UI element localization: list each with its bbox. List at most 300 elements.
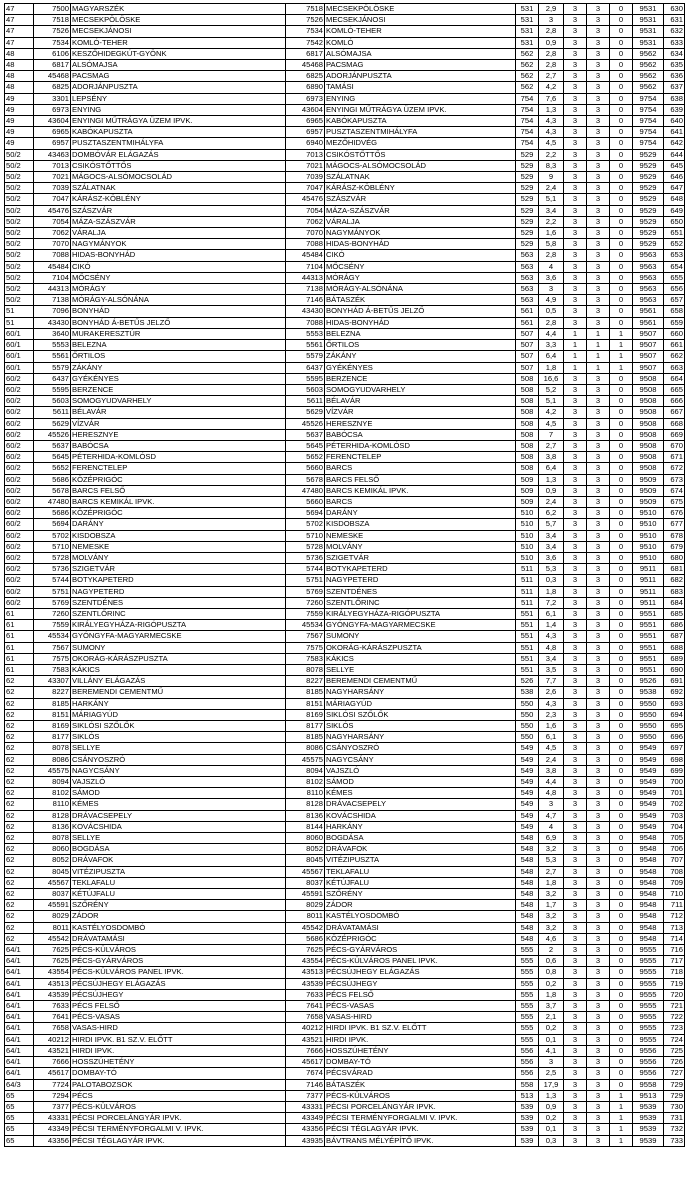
- line-number-cell: 62: [5, 844, 34, 855]
- line-number-cell: 60/2: [5, 474, 34, 485]
- row-number-cell: 725: [664, 1045, 685, 1056]
- row-number-cell: 685: [664, 608, 685, 619]
- line-number-cell: 62: [5, 933, 34, 944]
- col-c-cell: 0: [610, 1057, 633, 1068]
- col-a-cell: 3: [564, 138, 587, 149]
- line-number-cell: 47: [5, 4, 34, 15]
- start-station-code-cell: 43539: [34, 989, 71, 1000]
- section-code-cell: 529: [516, 239, 539, 250]
- table-row: [5, 821, 685, 832]
- col-a-cell: 3: [564, 384, 587, 395]
- col-b-cell: 3: [587, 1057, 610, 1068]
- line-number-cell: 62: [5, 877, 34, 888]
- col-c-cell: 0: [610, 306, 633, 317]
- section-code-cell: 529: [516, 228, 539, 239]
- table-row: [5, 440, 685, 451]
- line-number-cell: 49: [5, 93, 34, 104]
- line-number-cell: 61: [5, 631, 34, 642]
- section-code-cell: 548: [516, 922, 539, 933]
- section-code-cell: 508: [516, 418, 539, 429]
- section-code-cell: 754: [516, 127, 539, 138]
- table-row: [5, 664, 685, 675]
- start-station-code-cell: 7641: [34, 1012, 71, 1023]
- line-number-cell: 64/1: [5, 1068, 34, 1079]
- end-station-code-cell: 7104: [286, 261, 325, 272]
- table-row: [5, 272, 685, 283]
- start-station-code-cell: 7724: [34, 1079, 71, 1090]
- col-c-cell: 0: [610, 452, 633, 463]
- table-row: [5, 799, 685, 810]
- start-station-name-cell: HERESZNYE: [71, 429, 286, 440]
- col-b-cell: 3: [587, 239, 610, 250]
- section-id-cell: 9548: [633, 866, 664, 877]
- length-km-cell: 4: [539, 261, 564, 272]
- start-station-code-cell: 8094: [34, 777, 71, 788]
- section-id-cell: 9551: [633, 653, 664, 664]
- start-station-code-cell: 8185: [34, 698, 71, 709]
- col-a-cell: 3: [564, 687, 587, 698]
- start-station-code-cell: 8029: [34, 911, 71, 922]
- start-station-name-cell: ENYING: [71, 104, 286, 115]
- section-id-cell: 9556: [633, 1057, 664, 1068]
- col-c-cell: 1: [610, 340, 633, 351]
- line-number-cell: 60/2: [5, 440, 34, 451]
- length-km-cell: 9: [539, 172, 564, 183]
- col-a-cell: 3: [564, 911, 587, 922]
- col-a-cell: 3: [564, 1124, 587, 1135]
- col-c-cell: 0: [610, 138, 633, 149]
- section-code-cell: 754: [516, 116, 539, 127]
- start-station-name-cell: SZENTDÉNES: [71, 597, 286, 608]
- col-b-cell: 3: [587, 418, 610, 429]
- end-station-code-cell: 8078: [286, 664, 325, 675]
- length-km-cell: 2,4: [539, 183, 564, 194]
- end-station-code-cell: 6957: [286, 127, 325, 138]
- row-number-cell: 677: [664, 519, 685, 530]
- col-b-cell: 3: [587, 743, 610, 754]
- length-km-cell: 3,2: [539, 911, 564, 922]
- section-code-cell: 529: [516, 160, 539, 171]
- start-station-code-cell: 8052: [34, 855, 71, 866]
- col-b-cell: 3: [587, 933, 610, 944]
- col-a-cell: 3: [564, 261, 587, 272]
- col-c-cell: 0: [610, 440, 633, 451]
- start-station-name-cell: PÉCS-KÜLVÁROS PANEL IPVK.: [71, 967, 286, 978]
- col-b-cell: 3: [587, 261, 610, 272]
- col-c-cell: 0: [610, 317, 633, 328]
- col-b-cell: 3: [587, 26, 610, 37]
- col-a-cell: 3: [564, 71, 587, 82]
- col-b-cell: 3: [587, 855, 610, 866]
- section-id-cell: 9562: [633, 82, 664, 93]
- start-station-name-cell: TEKLAFALU: [71, 877, 286, 888]
- row-number-cell: 630: [664, 4, 685, 15]
- col-a-cell: 3: [564, 933, 587, 944]
- start-station-name-cell: DOMBAY-TÓ: [71, 1068, 286, 1079]
- row-number-cell: 670: [664, 440, 685, 451]
- col-a-cell: 3: [564, 1012, 587, 1023]
- length-km-cell: 4,8: [539, 642, 564, 653]
- row-number-cell: 687: [664, 631, 685, 642]
- section-id-cell: 9509: [633, 485, 664, 496]
- length-km-cell: 3,3: [539, 340, 564, 351]
- length-km-cell: 2,8: [539, 317, 564, 328]
- start-station-code-cell: 5603: [34, 396, 71, 407]
- section-id-cell: 9508: [633, 418, 664, 429]
- end-station-name-cell: ZÁKÁNY: [325, 351, 516, 362]
- row-number-cell: 727: [664, 1068, 685, 1079]
- end-station-code-cell: 5611: [286, 396, 325, 407]
- section-code-cell: 549: [516, 777, 539, 788]
- length-km-cell: 3: [539, 1057, 564, 1068]
- end-station-name-cell: MOLVÁNY: [325, 541, 516, 552]
- row-number-cell: 707: [664, 855, 685, 866]
- col-b-cell: 3: [587, 721, 610, 732]
- end-station-code-cell: 5769: [286, 586, 325, 597]
- railway-section-table: [4, 3, 685, 1147]
- line-number-cell: 62: [5, 743, 34, 754]
- section-code-cell: 510: [516, 541, 539, 552]
- table-row: [5, 732, 685, 743]
- table-row: [5, 362, 685, 373]
- col-b-cell: 3: [587, 1090, 610, 1101]
- section-code-cell: 548: [516, 911, 539, 922]
- start-station-code-cell: 7054: [34, 216, 71, 227]
- length-km-cell: 4,3: [539, 127, 564, 138]
- line-number-cell: 60/1: [5, 351, 34, 362]
- section-code-cell: 531: [516, 37, 539, 48]
- col-b-cell: 3: [587, 541, 610, 552]
- start-station-code-cell: 7013: [34, 160, 71, 171]
- end-station-name-cell: TAMÁSI: [325, 82, 516, 93]
- row-number-cell: 701: [664, 788, 685, 799]
- row-number-cell: 717: [664, 956, 685, 967]
- col-b-cell: 3: [587, 93, 610, 104]
- col-a-cell: 1: [564, 351, 587, 362]
- col-a-cell: 3: [564, 1135, 587, 1146]
- section-code-cell: 508: [516, 429, 539, 440]
- col-c-cell: 0: [610, 586, 633, 597]
- start-station-name-cell: HIRDI IPVK. B1 SZ.V. ELŐTT: [71, 1034, 286, 1045]
- end-station-code-cell: 8045: [286, 855, 325, 866]
- col-a-cell: 3: [564, 1079, 587, 1090]
- end-station-code-cell: 43554: [286, 956, 325, 967]
- section-code-cell: 508: [516, 463, 539, 474]
- section-id-cell: 9551: [633, 608, 664, 619]
- end-station-code-cell: 7021: [286, 160, 325, 171]
- length-km-cell: 2,3: [539, 709, 564, 720]
- section-code-cell: 549: [516, 821, 539, 832]
- section-id-cell: 9508: [633, 396, 664, 407]
- col-b-cell: 3: [587, 709, 610, 720]
- line-number-cell: 61: [5, 664, 34, 675]
- end-station-code-cell: 43356: [286, 1124, 325, 1135]
- col-a-cell: 3: [564, 575, 587, 586]
- section-id-cell: 9529: [633, 239, 664, 250]
- length-km-cell: 0,9: [539, 485, 564, 496]
- section-code-cell: 556: [516, 1045, 539, 1056]
- section-id-cell: 9508: [633, 407, 664, 418]
- end-station-code-cell: 45526: [286, 418, 325, 429]
- end-station-name-cell: GYÓNGYFA-MAGYARMECSKE: [325, 620, 516, 631]
- end-station-code-cell: 45476: [286, 194, 325, 205]
- row-number-cell: 651: [664, 228, 685, 239]
- section-id-cell: 9555: [633, 1001, 664, 1012]
- start-station-name-cell: MÓRÁGY-ALSÓNÁNA: [71, 295, 286, 306]
- line-number-cell: 65: [5, 1124, 34, 1135]
- col-a-cell: 3: [564, 866, 587, 877]
- line-number-cell: 50/2: [5, 205, 34, 216]
- start-station-code-cell: 8078: [34, 743, 71, 754]
- col-a-cell: 3: [564, 732, 587, 743]
- end-station-code-cell: 7146: [286, 295, 325, 306]
- start-station-name-cell: ALSÓMAJSA: [71, 60, 286, 71]
- table-row: [5, 788, 685, 799]
- end-station-name-cell: SUMONY: [325, 631, 516, 642]
- col-a-cell: 3: [564, 889, 587, 900]
- col-b-cell: 3: [587, 250, 610, 261]
- section-id-cell: 9526: [633, 676, 664, 687]
- section-id-cell: 9508: [633, 373, 664, 384]
- col-b-cell: 3: [587, 653, 610, 664]
- col-b-cell: 3: [587, 183, 610, 194]
- col-b-cell: 3: [587, 116, 610, 127]
- start-station-name-cell: NAGYPETERD: [71, 586, 286, 597]
- row-number-cell: 644: [664, 149, 685, 160]
- line-number-cell: 48: [5, 71, 34, 82]
- length-km-cell: 0,1: [539, 1124, 564, 1135]
- col-a-cell: 3: [564, 306, 587, 317]
- section-id-cell: 9555: [633, 978, 664, 989]
- line-number-cell: 64/1: [5, 1012, 34, 1023]
- end-station-name-cell: PÉCS-KÜLVÁROS PANEL IPVK.: [325, 956, 516, 967]
- table-row: [5, 721, 685, 732]
- start-station-code-cell: 5694: [34, 519, 71, 530]
- length-km-cell: 3,2: [539, 889, 564, 900]
- start-station-code-cell: 7047: [34, 194, 71, 205]
- start-station-name-cell: PÉCS: [71, 1090, 286, 1101]
- line-number-cell: 49: [5, 138, 34, 149]
- end-station-name-cell: HIRDI IPVK. B1 SZ.V. ELŐTT: [325, 1023, 516, 1034]
- section-id-cell: 9531: [633, 4, 664, 15]
- table-row: [5, 889, 685, 900]
- length-km-cell: 3,6: [539, 272, 564, 283]
- section-id-cell: 9548: [633, 877, 664, 888]
- row-number-cell: 639: [664, 104, 685, 115]
- start-station-code-cell: 5595: [34, 384, 71, 395]
- col-b-cell: 3: [587, 922, 610, 933]
- col-b-cell: 3: [587, 564, 610, 575]
- col-c-cell: 0: [610, 597, 633, 608]
- col-b-cell: 3: [587, 642, 610, 653]
- section-code-cell: 507: [516, 351, 539, 362]
- row-number-cell: 653: [664, 250, 685, 261]
- table-row: [5, 127, 685, 138]
- col-a-cell: 3: [564, 631, 587, 642]
- start-station-code-cell: 7104: [34, 272, 71, 283]
- end-station-name-cell: KÁKICS: [325, 653, 516, 664]
- col-c-cell: 0: [610, 687, 633, 698]
- start-station-name-cell: ZÁKÁNY: [71, 362, 286, 373]
- section-id-cell: 9539: [633, 1124, 664, 1135]
- section-code-cell: 563: [516, 272, 539, 283]
- start-station-code-cell: 7088: [34, 250, 71, 261]
- line-number-cell: 64/1: [5, 1045, 34, 1056]
- line-number-cell: 50/2: [5, 272, 34, 283]
- end-station-name-cell: KASTÉLYOSDOMBÓ: [325, 911, 516, 922]
- col-b-cell: 3: [587, 911, 610, 922]
- end-station-name-cell: CIKÓ: [325, 250, 516, 261]
- end-station-code-cell: 5678: [286, 474, 325, 485]
- section-id-cell: 9507: [633, 351, 664, 362]
- start-station-name-cell: MÁRIAGYÚD: [71, 709, 286, 720]
- table-row: [5, 1079, 685, 1090]
- end-station-name-cell: MECSEKPÖLÖSKE: [325, 4, 516, 15]
- section-code-cell: 529: [516, 194, 539, 205]
- start-station-code-cell: 7625: [34, 956, 71, 967]
- col-a-cell: 3: [564, 452, 587, 463]
- start-station-name-cell: CIKÓ: [71, 261, 286, 272]
- section-id-cell: 9508: [633, 463, 664, 474]
- table-row: [5, 71, 685, 82]
- table-row: [5, 575, 685, 586]
- row-number-cell: 633: [664, 37, 685, 48]
- start-station-code-cell: 7096: [34, 306, 71, 317]
- end-station-name-cell: KOMLÓ-TEHER: [325, 26, 516, 37]
- row-number-cell: 655: [664, 272, 685, 283]
- start-station-name-cell: VAJSZLÓ: [71, 777, 286, 788]
- section-code-cell: 548: [516, 844, 539, 855]
- col-b-cell: 3: [587, 945, 610, 956]
- section-code-cell: 548: [516, 866, 539, 877]
- col-b-cell: 3: [587, 384, 610, 395]
- col-b-cell: 3: [587, 496, 610, 507]
- table-row: [5, 261, 685, 272]
- end-station-code-cell: 45468: [286, 60, 325, 71]
- col-c-cell: 0: [610, 1045, 633, 1056]
- section-id-cell: 9507: [633, 328, 664, 339]
- length-km-cell: 0,2: [539, 1113, 564, 1124]
- col-b-cell: 3: [587, 821, 610, 832]
- end-station-code-cell: 8185: [286, 732, 325, 743]
- section-code-cell: 551: [516, 631, 539, 642]
- col-c-cell: 0: [610, 463, 633, 474]
- end-station-name-cell: PÉCS-GYÁRVÁROS: [325, 945, 516, 956]
- section-code-cell: 551: [516, 608, 539, 619]
- section-id-cell: 9555: [633, 1012, 664, 1023]
- end-station-code-cell: 7518: [286, 4, 325, 15]
- col-a-cell: 3: [564, 1113, 587, 1124]
- start-station-name-cell: KÁRÁSZ-KÖBLÉNY: [71, 194, 286, 205]
- start-station-code-cell: 5702: [34, 530, 71, 541]
- end-station-code-cell: 8037: [286, 877, 325, 888]
- col-c-cell: 0: [610, 93, 633, 104]
- end-station-code-cell: 5629: [286, 407, 325, 418]
- length-km-cell: 3: [539, 284, 564, 295]
- col-a-cell: 3: [564, 284, 587, 295]
- start-station-name-cell: PÉCSI PORCELÁNGYÁR IPVK.: [71, 1113, 286, 1124]
- col-c-cell: 0: [610, 149, 633, 160]
- start-station-name-cell: ADORJÁNPUSZTA: [71, 82, 286, 93]
- col-c-cell: 0: [610, 788, 633, 799]
- col-b-cell: 3: [587, 732, 610, 743]
- col-a-cell: 3: [564, 26, 587, 37]
- col-a-cell: 1: [564, 328, 587, 339]
- section-code-cell: 511: [516, 586, 539, 597]
- col-c-cell: 0: [610, 922, 633, 933]
- table-row: [5, 945, 685, 956]
- start-station-name-cell: MURAKERESZTÚR: [71, 328, 286, 339]
- line-number-cell: 62: [5, 922, 34, 933]
- line-number-cell: 60/2: [5, 463, 34, 474]
- start-station-code-cell: 7070: [34, 239, 71, 250]
- length-km-cell: 4,5: [539, 743, 564, 754]
- col-c-cell: 0: [610, 250, 633, 261]
- end-station-code-cell: 8136: [286, 810, 325, 821]
- section-code-cell: 508: [516, 452, 539, 463]
- length-km-cell: 7,2: [539, 597, 564, 608]
- end-station-name-cell: KOMLÓ: [325, 37, 516, 48]
- row-number-cell: 667: [664, 407, 685, 418]
- length-km-cell: 0,1: [539, 1034, 564, 1045]
- col-b-cell: 3: [587, 452, 610, 463]
- table-row: [5, 216, 685, 227]
- section-id-cell: 9548: [633, 922, 664, 933]
- section-code-cell: 563: [516, 295, 539, 306]
- start-station-code-cell: 45617: [34, 1068, 71, 1079]
- row-number-cell: 656: [664, 284, 685, 295]
- col-a-cell: 3: [564, 788, 587, 799]
- section-code-cell: 548: [516, 933, 539, 944]
- table-row: [5, 866, 685, 877]
- start-station-code-cell: 5686: [34, 508, 71, 519]
- start-station-name-cell: NAGYMÁNYOK: [71, 239, 286, 250]
- section-code-cell: 548: [516, 889, 539, 900]
- section-code-cell: 555: [516, 1012, 539, 1023]
- col-c-cell: 1: [610, 1113, 633, 1124]
- table-row: [5, 407, 685, 418]
- length-km-cell: 3,2: [539, 844, 564, 855]
- col-c-cell: 0: [610, 384, 633, 395]
- end-station-name-cell: MECSEKJÁNOSI: [325, 15, 516, 26]
- end-station-name-cell: TEKLAFALU: [325, 866, 516, 877]
- start-station-name-cell: BOGDÁSA: [71, 844, 286, 855]
- start-station-code-cell: 7633: [34, 1001, 71, 1012]
- section-id-cell: 9555: [633, 1023, 664, 1034]
- table-row: [5, 104, 685, 115]
- length-km-cell: 1,4: [539, 620, 564, 631]
- end-station-name-cell: BEREMENDI CEMENTMŰ: [325, 676, 516, 687]
- line-number-cell: 50/2: [5, 194, 34, 205]
- start-station-name-cell: KÁKICS: [71, 664, 286, 675]
- start-station-name-cell: BABÓCSA: [71, 440, 286, 451]
- end-station-name-cell: BELEZNA: [325, 328, 516, 339]
- section-id-cell: 9754: [633, 127, 664, 138]
- start-station-code-cell: 45575: [34, 765, 71, 776]
- table-row: [5, 844, 685, 855]
- section-code-cell: 511: [516, 564, 539, 575]
- section-code-cell: 507: [516, 362, 539, 373]
- section-id-cell: 9548: [633, 933, 664, 944]
- start-station-name-cell: PUSZTASZENTMIHÁLYFA: [71, 138, 286, 149]
- table-row: [5, 754, 685, 765]
- row-number-cell: 704: [664, 821, 685, 832]
- length-km-cell: 2,2: [539, 149, 564, 160]
- table-row: [5, 1012, 685, 1023]
- line-number-cell: 61: [5, 608, 34, 619]
- table-row: [5, 429, 685, 440]
- length-km-cell: 3,4: [539, 530, 564, 541]
